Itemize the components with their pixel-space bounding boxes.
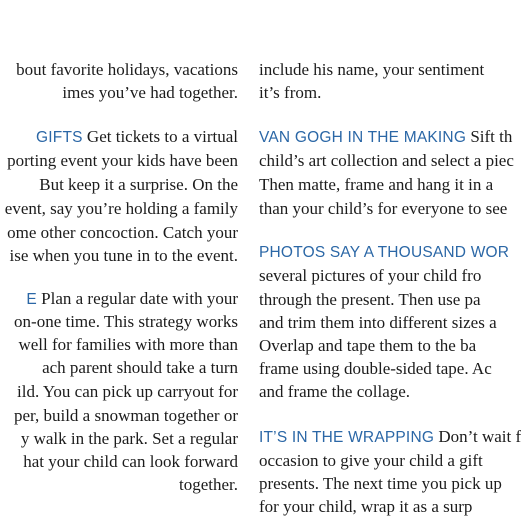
left-line-13: ild. You can pick up carryout for xyxy=(17,382,238,401)
left-paragraph-date-heading-line: E Plan a regular date with your xyxy=(26,289,238,308)
left-line-10: on-one time. This strategy works xyxy=(14,312,238,331)
right-line-2: it’s from. xyxy=(259,83,322,102)
right-paragraph-photos-heading-line xyxy=(259,240,509,263)
right-line-4: child’s art collection and select a piec xyxy=(259,151,514,170)
left-line-7: ome other concoction. Catch your xyxy=(7,223,238,242)
right-line-5: Then matte, frame and hang it in a xyxy=(259,175,494,194)
left-line-12: ach parent should take a turn xyxy=(42,358,238,377)
section-heading-gifts: GIFTS xyxy=(36,129,83,146)
section-heading-van-gogh: VAN GOGH IN THE MAKING xyxy=(259,129,467,146)
right-line-11: Overlap and tape them to the ba xyxy=(259,336,477,355)
left-line-17: together. xyxy=(178,475,238,494)
left-line-1: bout favorite holidays, vacations xyxy=(16,60,238,79)
right-line-8: several pictures of your child fro xyxy=(259,266,482,285)
right-line-16: presents. The next time you pick up xyxy=(259,474,502,493)
left-line-16: hat your child can look forward xyxy=(23,452,238,471)
left-paragraph-gifts-heading-line: GIFTS Get tickets to a virtual xyxy=(36,127,238,146)
left-line-2: imes you’ve had together. xyxy=(62,83,238,102)
left-line-8: ise when you tune in to the event. xyxy=(9,246,238,265)
right-paragraph-van-gogh-heading-line: VAN GOGH IN THE MAKING Sift th xyxy=(259,127,513,146)
right-line-10: and trim them into different sizes a xyxy=(259,313,497,332)
section-heading-wrapping: IT’S IN THE WRAPPING xyxy=(259,429,435,446)
left-line-6: event, say you’re holding a family xyxy=(4,199,238,218)
right-line-17: for your child, wrap it as a surp xyxy=(259,497,473,516)
right-line-6: than your child’s for everyone to see xyxy=(259,199,508,218)
right-paragraph-wrapping-heading-line: IT’S IN THE WRAPPING Don’t wait f xyxy=(259,427,521,446)
left-line-5: But keep it a surprise. On the xyxy=(39,175,238,194)
left-line-11: well for families with more than xyxy=(18,335,238,354)
right-line-15: occasion to give your child a gift xyxy=(259,451,483,470)
right-line-1: include his name, your sentiment xyxy=(259,60,485,79)
left-line-4: porting event your kids have been xyxy=(7,151,238,170)
section-heading-photos: PHOTOS SAY A THOUSAND WOR xyxy=(259,244,510,261)
left-line-14: per, build a snowman together or xyxy=(13,406,238,425)
right-line-12: frame using double-sided tape. Ac xyxy=(259,359,492,378)
left-line-15: y walk in the park. Set a regular xyxy=(20,429,238,448)
right-line-13: and frame the collage. xyxy=(259,382,411,401)
right-line-9: through the present. Then use pa xyxy=(259,290,481,309)
section-heading-date: E xyxy=(26,291,37,308)
